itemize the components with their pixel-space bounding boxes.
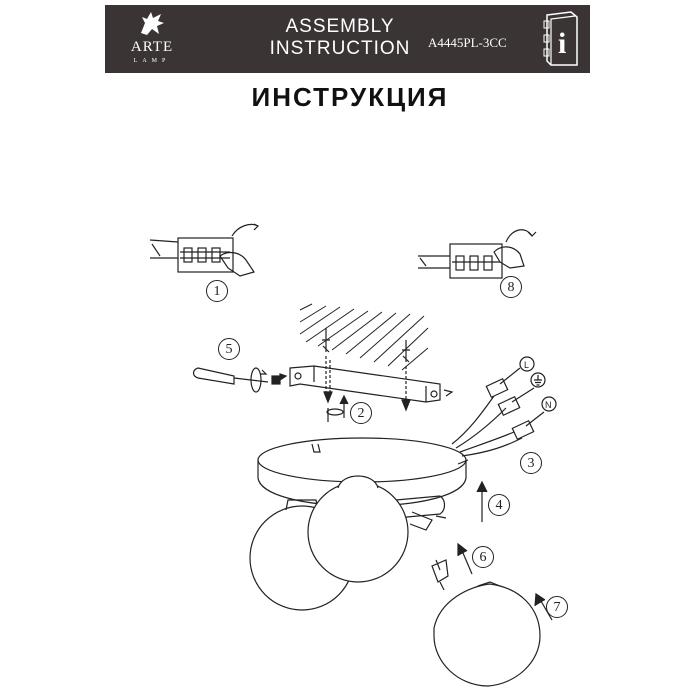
- logo-subtext: LAMP: [133, 58, 171, 64]
- step-number-2: 2: [350, 402, 372, 424]
- step8-terminal-illustration: [418, 230, 536, 278]
- step-number-7: 7: [546, 596, 568, 618]
- step-number-8: 8: [500, 276, 522, 298]
- step-number-4: 4: [488, 494, 510, 516]
- lamp-globe-detached: [434, 582, 540, 686]
- arrow-step6: [458, 544, 472, 574]
- step-number-6: 6: [472, 546, 494, 568]
- mounting-bracket: [280, 366, 452, 402]
- step1-terminal-illustration: [150, 224, 258, 276]
- wire-label-live: [520, 357, 534, 371]
- step-number-5: 5: [218, 338, 240, 360]
- step-number-3: 3: [520, 452, 542, 474]
- logo-wordmark: ARTE: [130, 39, 174, 55]
- wire-connectors: [452, 368, 544, 456]
- arrow-step4: [477, 482, 487, 522]
- screwdriver-illustration: [194, 368, 281, 392]
- bulb-illustration: [432, 560, 448, 590]
- ground-icon: [531, 373, 545, 387]
- title-line-2: INSTRUCTION: [269, 38, 411, 59]
- document-title: ИНСТРУКЦИЯ: [251, 82, 449, 112]
- lamp-globe-center: [308, 476, 408, 582]
- wire-label-neutral-text: N: [545, 400, 552, 410]
- info-letter: i: [558, 27, 567, 60]
- title-line-1: ASSEMBLY: [285, 16, 395, 37]
- wire-label-neutral: [542, 397, 556, 411]
- wire-label-live-text: L: [524, 360, 530, 370]
- model-number: A4445PL-3CC: [428, 35, 507, 50]
- step-number-1: 1: [206, 280, 228, 302]
- ceiling-hatch: [290, 304, 430, 374]
